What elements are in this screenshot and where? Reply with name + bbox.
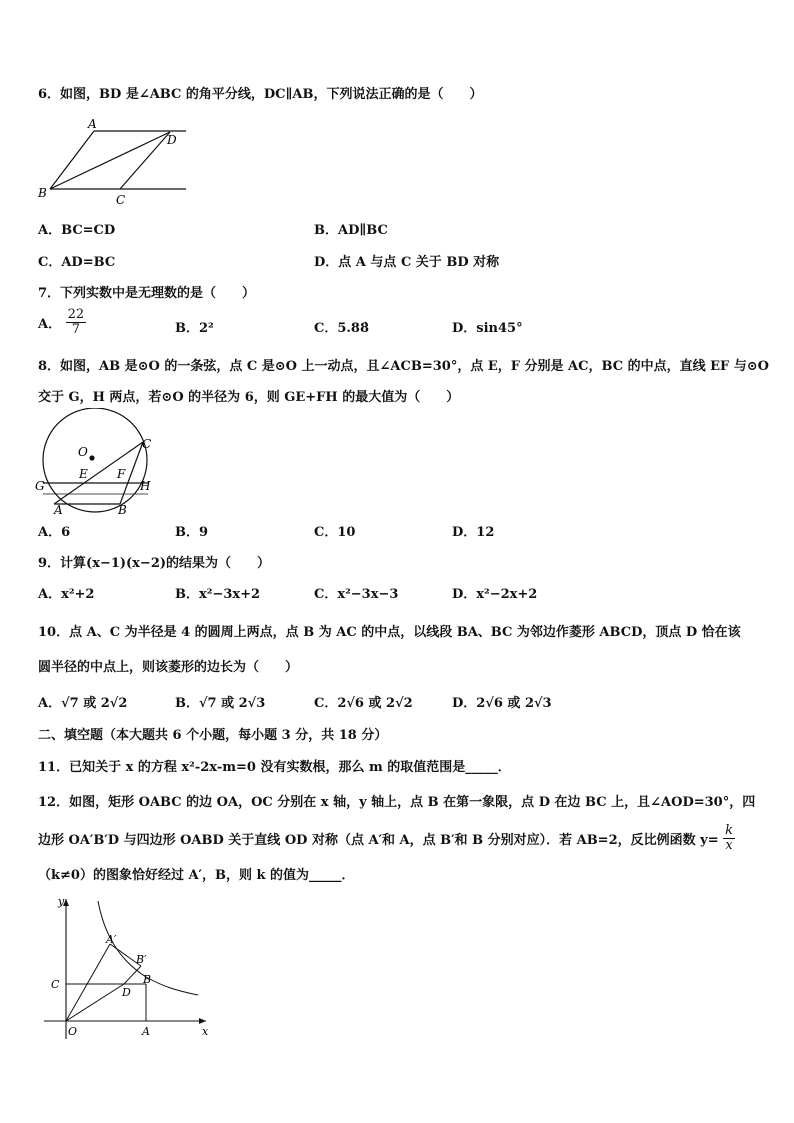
q9-option-b: B．x²−3x+2: [175, 587, 261, 602]
q12-label-b: B: [143, 973, 152, 986]
q8-label-f: F: [117, 467, 126, 481]
q7-option-c: C．5.88̇: [314, 321, 370, 336]
q8-stem-line2: 交于 G，H 两点，若⊙O 的半径为 6，则 GE+FH 的最大值为（ ）: [38, 390, 460, 405]
q9-option-c: C．x²−3x−3: [314, 587, 399, 602]
q8-option-b: B．9: [175, 525, 209, 540]
q6-stem: 6．如图，BD 是∠ABC 的角平分线，DC∥AB，下列说法正确的是（ ）: [38, 87, 483, 102]
q7-option-a-prefix: A．: [38, 317, 62, 332]
q7-option-a: [38, 308, 86, 337]
q6-label-b: B: [38, 186, 47, 200]
q11-stem: 11．已知关于 x 的方程 x²-2x-m=0 没有实数根，那么 m 的取值范围是_____．: [38, 760, 511, 775]
q12-label-a-prime: A′: [106, 933, 117, 946]
q7-option-b: B．2²: [175, 321, 214, 336]
q10-option-d: D．2√6 或 2√3: [452, 696, 552, 711]
q8-label-b: B: [118, 503, 127, 516]
q12-stem-line3: （k≠0）的图象恰好经过 A′，B，则 k 的值为_____．: [38, 868, 355, 883]
q12-stem-line1: 12．如图，矩形 OABC 的边 OA，OC 分别在 x 轴，y 轴上，点 B 在第一象限，点 D 在边 BC 上，且∠AOD=30°，四: [38, 795, 756, 810]
q7-option-a-fraction: [66, 308, 87, 337]
q10-stem-line1: 10．点 A、C 为半径是 4 的圆周上两点，点 B 为 AC 的中点，以线段 BA、BC 为邻边作菱形 ABCD，顶点 D 恰在该: [38, 625, 741, 640]
q7-option-a-denominator: 7: [71, 322, 81, 337]
q6-label-d: D: [167, 133, 177, 147]
q6-label-a: A: [88, 117, 97, 131]
q9-stem: 9．计算(x−1)(x−2)的结果为（ ）: [38, 556, 271, 571]
q10-stem-line2: 圆半径的中点上，则该菱形的边长为（ ）: [38, 660, 299, 675]
q12-stem-line2: [38, 824, 735, 853]
q12-fraction: [723, 824, 735, 853]
q6-label-c: C: [116, 193, 126, 207]
q12-label-c: C: [51, 978, 60, 991]
q6-option-d: D．点 A 与点 C 关于 BD 对称: [314, 255, 500, 270]
q7-option-a-numerator: 22: [67, 307, 85, 322]
q12-fraction-numerator: k: [725, 823, 734, 838]
q12-fraction-denominator: x: [725, 838, 733, 853]
q12-label-d: D: [122, 986, 131, 999]
q10-option-a: A．√7 或 2√2: [38, 696, 128, 711]
q8-label-a: A: [54, 503, 63, 516]
q7-stem: 7．下列实数中是无理数的是（ ）: [38, 286, 256, 301]
q8-option-d: D．12: [452, 525, 495, 540]
q10-option-c: C．2√6 或 2√2: [314, 696, 413, 711]
q8-label-e: E: [79, 467, 88, 481]
q12-label-x: x: [202, 1025, 209, 1038]
q8-stem-line1: 8．如图，AB 是⊙O 的一条弦，点 C 是⊙O 上一动点，且∠ACB=30°，点 E，F 分别是 AC，BC 的中点，直线 EF 与⊙O: [38, 359, 769, 374]
q6-figure: [36, 116, 188, 208]
q8-label-o: O: [78, 445, 88, 459]
q8-option-a: A．6: [38, 525, 71, 540]
q8-figure: [34, 408, 156, 516]
q6-option-b: B．AD∥BC: [314, 223, 388, 238]
q7-option-d: D．sin45°: [452, 321, 523, 336]
q10-option-b: B．√7 或 2√3: [175, 696, 266, 711]
q8-label-c: C: [142, 437, 152, 451]
q12-figure: [38, 893, 213, 1043]
q8-option-c: C．10: [314, 525, 356, 540]
q12-label-y: y: [58, 895, 65, 908]
section-heading: 二、填空题（本大题共 6 个小题，每小题 3 分，共 18 分）: [38, 728, 388, 743]
q8-label-g: G: [35, 479, 45, 493]
q12-stem-line2-text: 边形 OA′B′D 与四边形 OABD 关于直线 OD 对称（点 A′和 A，点 B′和 B 分别对应）．若 AB=2，反比例函数 y=: [38, 833, 719, 848]
q6-option-a: A．BC=CD: [38, 223, 116, 238]
q12-label-b-prime: B′: [136, 953, 147, 966]
q12-label-o: O: [68, 1025, 78, 1038]
q8-label-h: H: [140, 479, 151, 493]
q6-option-c: C．AD=BC: [38, 255, 116, 270]
q12-label-a: A: [142, 1025, 150, 1038]
q9-option-a: A．x²+2: [38, 587, 95, 602]
q9-option-d: D．x²−2x+2: [452, 587, 538, 602]
